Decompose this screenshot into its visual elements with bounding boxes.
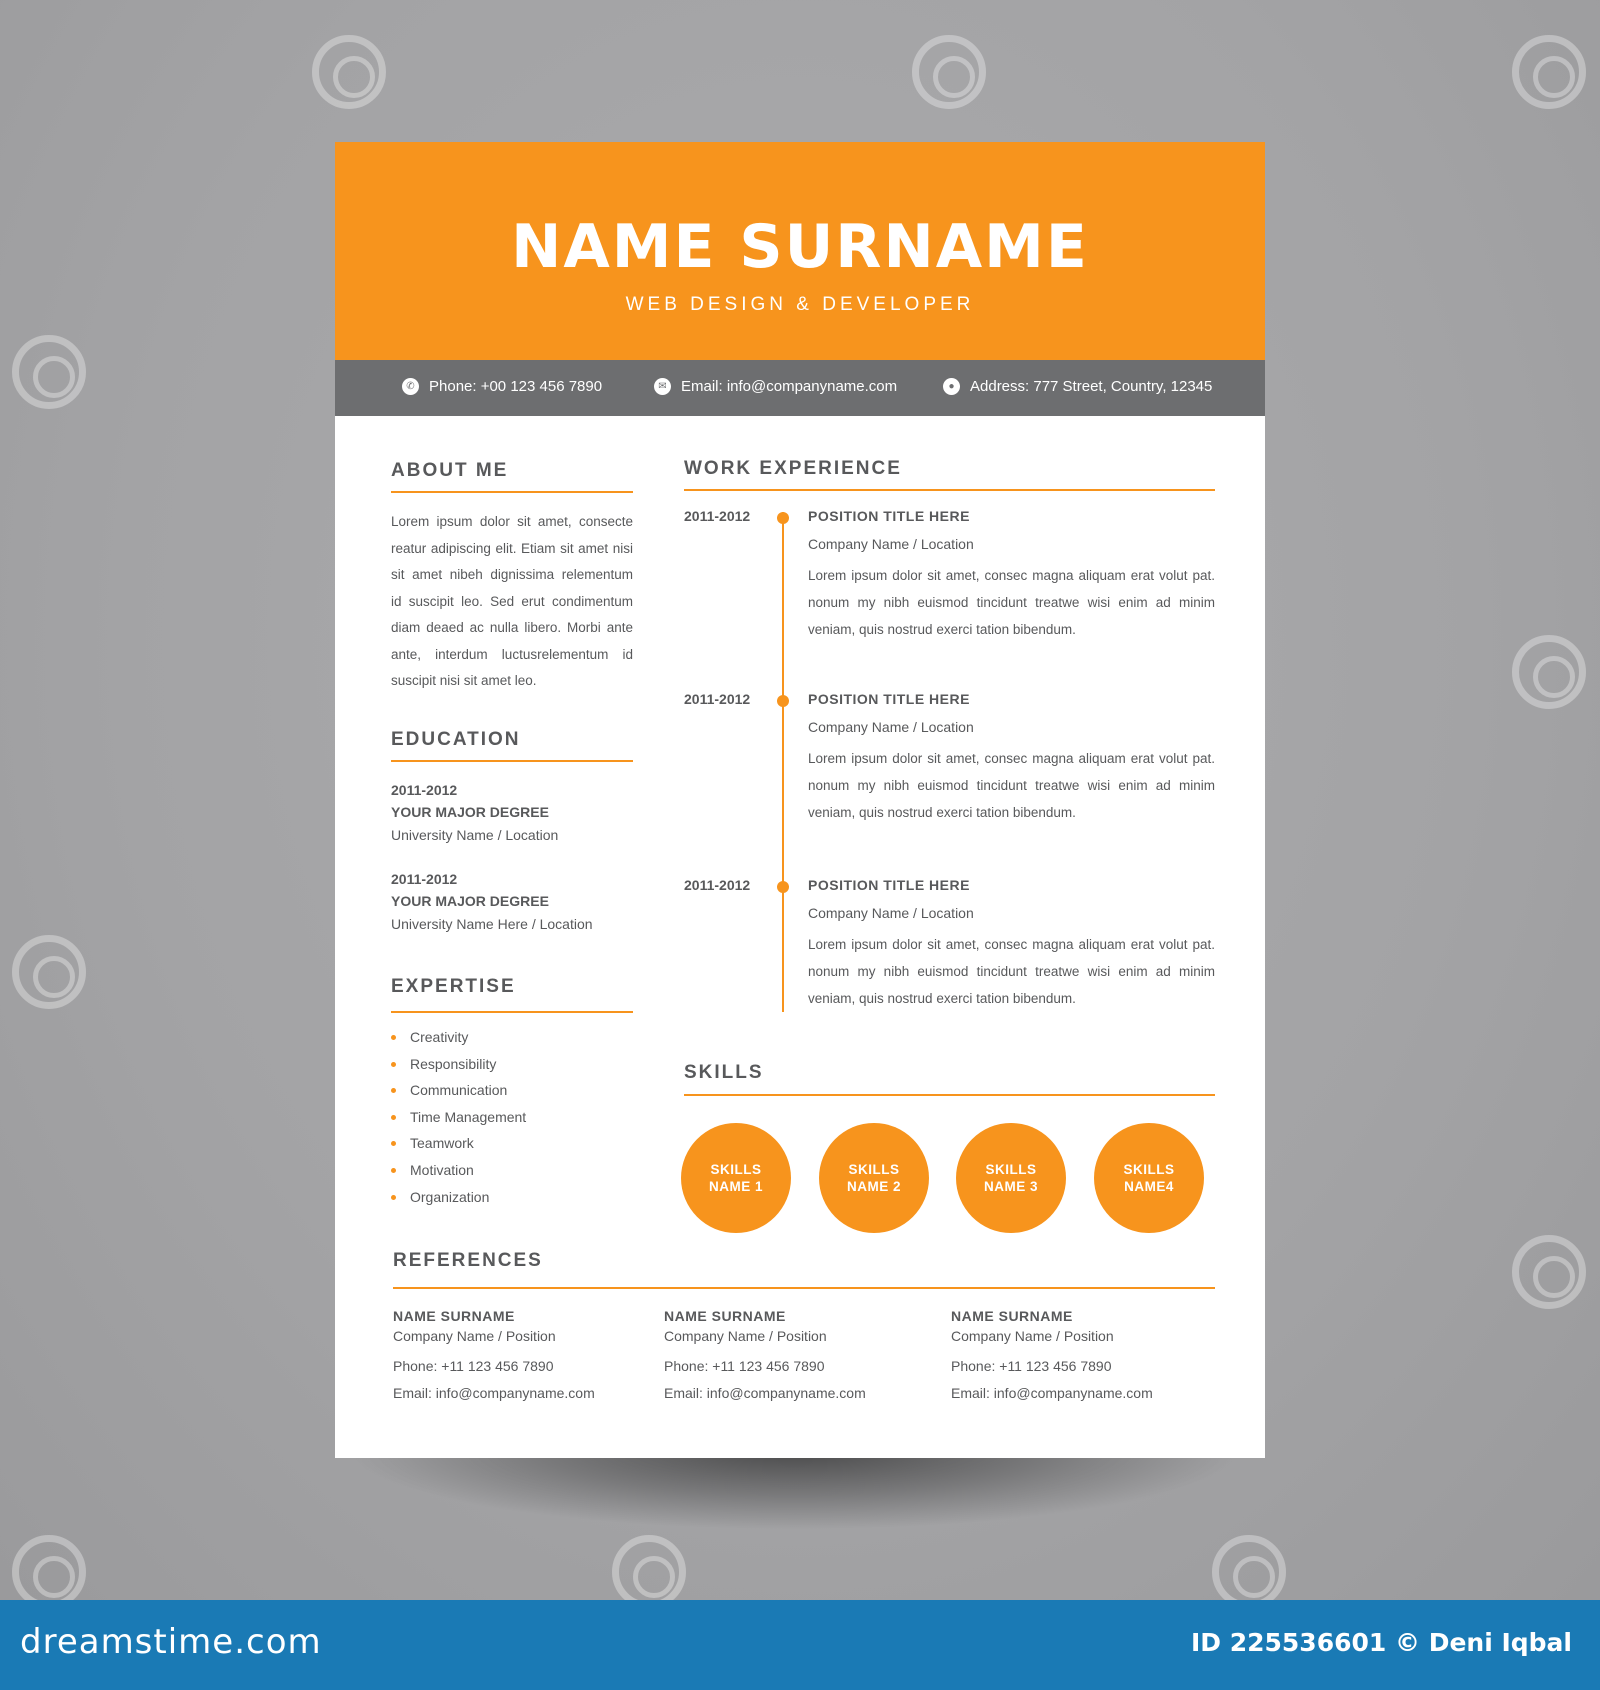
education-years: 2011-2012 xyxy=(391,782,458,798)
about-line: id suscipit leo. Sed erut condimentum xyxy=(391,593,633,609)
job-position: POSITION TITLE HERE xyxy=(808,508,970,524)
reference-email: Email: info@companyname.com xyxy=(393,1385,595,1401)
job-years: 2011-2012 xyxy=(684,691,751,707)
about-rule xyxy=(391,491,633,493)
sheet-shadow xyxy=(345,1450,1245,1530)
job-position: POSITION TITLE HERE xyxy=(808,691,970,707)
education-school: University Name Here / Location xyxy=(391,916,593,932)
job-line: veniam, quis nostrud exerci tation bibendum. xyxy=(808,991,1076,1006)
education-degree: YOUR MAJOR DEGREE xyxy=(391,893,549,909)
about-line: reatur adipiscing elit. Etiam sit amet nisi xyxy=(391,540,633,556)
job-description xyxy=(808,745,1215,826)
timeline-dot xyxy=(777,695,789,707)
about-line: sit amet nibeh dignissima relementum xyxy=(391,567,633,582)
job-line: Lorem ipsum dolor sit amet, consec magna aliquam erat volut pat. xyxy=(808,751,1215,766)
job-years: 2011-2012 xyxy=(684,508,751,524)
job-line: veniam, quis nostrud exerci tation bibendum. xyxy=(808,622,1076,637)
job-company: Company Name / Location xyxy=(808,536,974,552)
about-line: suscipit nisi sit amet leo. xyxy=(391,673,537,688)
job-line: nonum my nibh euismod tincidunt treatwe wisi enim ad minim xyxy=(808,964,1215,979)
references-rule xyxy=(393,1287,1215,1289)
about-heading: ABOUT ME xyxy=(391,460,509,481)
watermark-swirl-icon xyxy=(312,35,386,109)
reference-name: NAME SURNAME xyxy=(664,1308,786,1324)
job-years: 2011-2012 xyxy=(684,877,751,893)
footer-brand: dreamstime.com xyxy=(20,1622,322,1662)
about-text xyxy=(391,509,633,695)
skill-circle: SKILLS NAME 2 xyxy=(819,1123,929,1233)
job-line: nonum my nibh euismod tincidunt treatwe wisi enim ad minim xyxy=(808,778,1215,793)
list-item: Motivation xyxy=(391,1157,526,1184)
reference-name: NAME SURNAME xyxy=(393,1308,515,1324)
job-description xyxy=(808,562,1215,643)
education-rule xyxy=(391,760,633,762)
about-line: diam deaed ac nulla libero. Morbi ante xyxy=(391,620,633,635)
skills-rule xyxy=(684,1094,1215,1096)
reference-email: Email: info@companyname.com xyxy=(951,1385,1153,1401)
job-line: Lorem ipsum dolor sit amet, consec magna aliquam erat volut pat. xyxy=(808,568,1215,583)
skill-circle: SKILLS NAME 3 xyxy=(956,1123,1066,1233)
expertise-list xyxy=(391,1024,526,1210)
watermark-swirl-icon xyxy=(612,1535,686,1609)
expertise-rule xyxy=(391,1011,633,1013)
watermark-swirl-icon xyxy=(12,935,86,1009)
list-item: Time Management xyxy=(391,1104,526,1131)
reference-company: Company Name / Position xyxy=(664,1328,827,1344)
job-line: veniam, quis nostrud exerci tation bibendum. xyxy=(808,805,1076,820)
references-heading: REFERENCES xyxy=(393,1250,543,1271)
timeline-dot xyxy=(777,512,789,524)
job-description xyxy=(808,931,1215,1012)
resume-sheet xyxy=(335,142,1265,1458)
reference-company: Company Name / Position xyxy=(951,1328,1114,1344)
location-pin-icon: ● xyxy=(943,378,960,395)
contact-bar xyxy=(335,360,1265,416)
job-company: Company Name / Location xyxy=(808,905,974,921)
watermark-swirl-icon xyxy=(1512,35,1586,109)
stock-footer-bar xyxy=(0,1600,1600,1690)
reference-name: NAME SURNAME xyxy=(951,1308,1073,1324)
reference-phone: Phone: +11 123 456 7890 xyxy=(664,1358,825,1374)
contact-address xyxy=(943,378,1212,395)
list-item: Creativity xyxy=(391,1024,526,1051)
envelope-icon: ✉ xyxy=(654,378,671,395)
expertise-heading: EXPERTISE xyxy=(391,976,516,997)
list-item: Communication xyxy=(391,1077,526,1104)
timeline-dot xyxy=(777,881,789,893)
contact-email xyxy=(654,378,897,395)
contact-email-text: Email: info@companyname.com xyxy=(681,378,898,395)
work-timeline xyxy=(782,512,784,1012)
resume-header xyxy=(335,142,1265,360)
watermark-swirl-icon xyxy=(1512,635,1586,709)
contact-phone-text: Phone: +00 123 456 7890 xyxy=(429,378,603,395)
resume-name: NAME SURNAME xyxy=(511,212,1089,282)
reference-phone: Phone: +11 123 456 7890 xyxy=(393,1358,554,1374)
education-years: 2011-2012 xyxy=(391,871,458,887)
phone-icon: ✆ xyxy=(402,378,419,395)
footer-credit: ID 225536601 © Deni Iqbal xyxy=(1190,1628,1572,1657)
reference-phone: Phone: +11 123 456 7890 xyxy=(951,1358,1112,1374)
watermark-swirl-icon xyxy=(1212,1535,1286,1609)
about-line: Lorem ipsum dolor sit amet, consecte xyxy=(391,514,633,529)
list-item: Organization xyxy=(391,1184,526,1211)
education-school: University Name / Location xyxy=(391,827,559,843)
job-position: POSITION TITLE HERE xyxy=(808,877,970,893)
job-line: Lorem ipsum dolor sit amet, consec magna aliquam erat volut pat. xyxy=(808,937,1215,952)
resume-job-title: WEB DESIGN & DEVELOPER xyxy=(625,294,975,315)
watermark-swirl-icon xyxy=(912,35,986,109)
watermark-swirl-icon xyxy=(12,1535,86,1609)
reference-email: Email: info@companyname.com xyxy=(664,1385,866,1401)
list-item: Responsibility xyxy=(391,1051,526,1078)
watermark-swirl-icon xyxy=(12,335,86,409)
watermark-swirl-icon xyxy=(1512,1235,1586,1309)
about-line: ante, interdum luctusrelementum id xyxy=(391,646,633,662)
skill-circle: SKILLS NAME 1 xyxy=(681,1123,791,1233)
skills-heading: SKILLS xyxy=(684,1062,764,1083)
job-line: nonum my nibh euismod tincidunt treatwe wisi enim ad minim xyxy=(808,595,1215,610)
reference-company: Company Name / Position xyxy=(393,1328,556,1344)
education-heading: EDUCATION xyxy=(391,729,521,750)
contact-address-text: Address: 777 Street, Country, 12345 xyxy=(970,378,1213,395)
work-rule xyxy=(684,489,1215,491)
work-heading: WORK EXPERIENCE xyxy=(684,458,902,479)
education-degree: YOUR MAJOR DEGREE xyxy=(391,804,549,820)
contact-phone xyxy=(402,378,602,395)
skill-circle: SKILLS NAME4 xyxy=(1094,1123,1204,1233)
job-company: Company Name / Location xyxy=(808,719,974,735)
list-item: Teamwork xyxy=(391,1130,526,1157)
